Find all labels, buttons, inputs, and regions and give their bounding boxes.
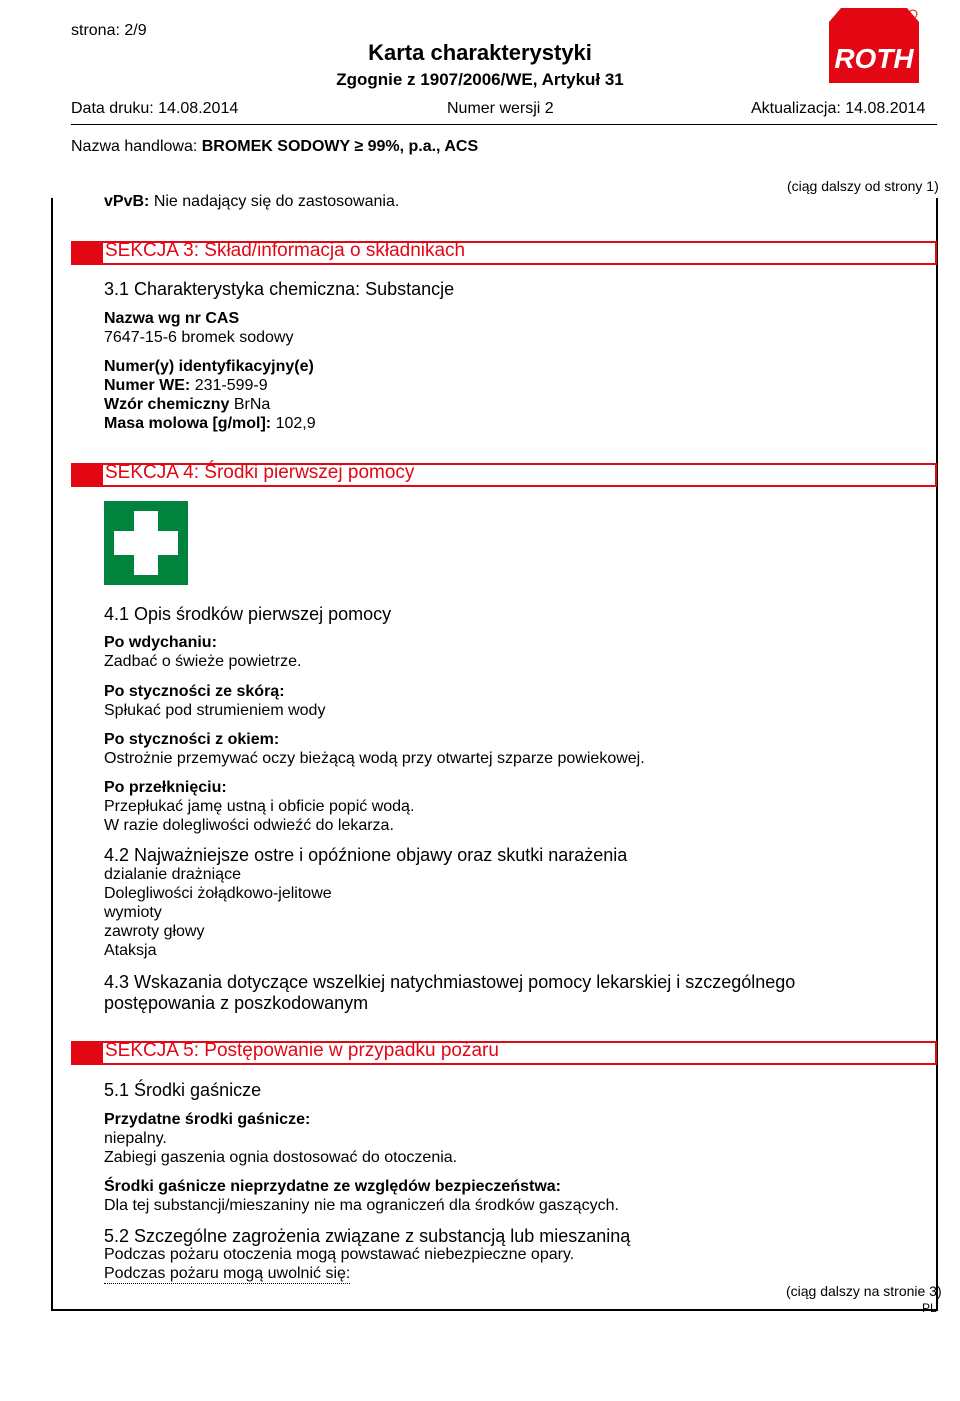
eye-text: Ostrożnie przemywać oczy bieżącą wodą przy otwartej szparze powiekowej.: [104, 750, 645, 767]
section-5-header: [71, 1041, 937, 1065]
document-title: Karta charakterystyki: [368, 40, 592, 65]
skin-label: Po styczności ze skórą:: [104, 683, 285, 700]
section-5-1-heading: 5.1 Środki gaśnicze: [104, 1080, 262, 1100]
print-date: Data druku: 14.08.2014: [71, 100, 239, 117]
hazard-text-1: Podczas pożaru otoczenia mogą powstawać niebezpieczne opary.: [104, 1246, 575, 1263]
inhalation-text: Zadbać o świeże powietrze.: [104, 653, 302, 670]
first-aid-cross-icon: [104, 501, 188, 585]
section-3-title: SEKCJA 3: Skład/informacja o składnikach: [105, 240, 466, 261]
suitable-label: Przydatne środki gaśnicze:: [104, 1111, 311, 1128]
unsuitable-text: Dla tej substancji/mieszaniny nie ma ograniczeń dla środków gaszących.: [104, 1197, 619, 1214]
molar-mass: Masa molowa [g/mol]: 102,9: [104, 415, 316, 432]
page-number: strona: 2/9: [71, 22, 147, 39]
section-5-2-heading: 5.2 Szczególne zagrożenia związane z substancją lub mieszaniną: [104, 1226, 631, 1246]
vpvb-label: vPvB:: [104, 193, 150, 210]
section-3-header: [71, 241, 937, 265]
roth-logo: [829, 8, 919, 83]
continuation-from: (ciąg dalszy od strony 1): [787, 178, 939, 194]
skin-text: Spłukać pod strumieniem wody: [104, 702, 326, 719]
swallow-label: Po przełknięciu:: [104, 779, 227, 796]
symptom-item: zawroty głowy: [104, 923, 205, 940]
section-4-title: SEKCJA 4: Środki pierwszej pomocy: [105, 462, 415, 483]
we-number: Numer WE: 231-599-9: [104, 377, 268, 394]
swallow-text-2: W razie dolegliwości odwieźć do lekarza.: [104, 817, 394, 834]
section-4-3-heading-1: 4.3 Wskazania dotyczące wszelkiej natychmiastowej pomocy lekarskiej i szczególnego: [104, 972, 796, 992]
chem-formula: Wzór chemiczny BrNa: [104, 396, 271, 413]
header-divider: [71, 124, 937, 125]
suitable-text-2: Zabiegi gaszenia ognia dostosować do otoczenia.: [104, 1149, 458, 1166]
section-4-1-heading: 4.1 Opis środków pierwszej pomocy: [104, 604, 392, 624]
cas-value: 7647-15-6 bromek sodowy: [104, 329, 294, 346]
section-4-header: [71, 463, 937, 487]
section-3-1-heading: 3.1 Charakterystyka chemiczna: Substancje: [104, 279, 455, 299]
eye-label: Po styczności z okiem:: [104, 731, 280, 748]
trade-name-value: BROMEK SODOWY ≥ 99%, p.a., ACS: [201, 138, 479, 155]
ident-label: Numer(y) identyfikacyjny(e): [104, 358, 314, 375]
section-4-2-heading: 4.2 Najważniejsze ostre i opóźnione objawy oraz skutki narażenia: [104, 845, 628, 865]
symptom-item: Ataksja: [104, 942, 157, 959]
version-number: Numer wersji 2: [447, 100, 554, 117]
language-code: PL: [922, 1301, 937, 1315]
update-date: Aktualizacja: 14.08.2014: [751, 100, 926, 117]
trade-name: [71, 138, 478, 156]
swallow-text-1: Przepłukać jamę ustną i obficie popić wodą.: [104, 798, 415, 815]
unsuitable-label: Środki gaśnicze nieprzydatne ze względów bezpieczeństwa:: [104, 1178, 561, 1195]
vpvb-text: Nie nadający się do zastosowania.: [153, 193, 400, 210]
continuation-to: (ciąg dalszy na stronie 3): [786, 1283, 942, 1299]
hazard-text-2: Podczas pożaru mogą uwolnić się:: [104, 1265, 351, 1282]
trade-name-label: Nazwa handlowa:: [71, 138, 198, 155]
symptom-item: Dolegliwości żołądkowo-jelitowe: [104, 885, 332, 902]
inhalation-label: Po wdychaniu:: [104, 634, 217, 651]
section-5-title: SEKCJA 5: Postępowanie w przypadku pożaru: [105, 1040, 499, 1061]
cas-label: Nazwa wg nr CAS: [104, 310, 240, 327]
symptom-item: dzialanie drażniące: [104, 866, 241, 883]
section-4-3-heading-2: postępowania z poszkodowanym: [104, 993, 369, 1013]
symptom-item: wymioty: [104, 904, 162, 921]
svg-text:ROTH: ROTH: [834, 43, 914, 74]
vpvb-line: [104, 193, 399, 211]
document-subtitle: Zgognie z 1907/2006/WE, Artykuł 31: [336, 70, 624, 89]
suitable-text-1: niepalny.: [104, 1130, 167, 1147]
